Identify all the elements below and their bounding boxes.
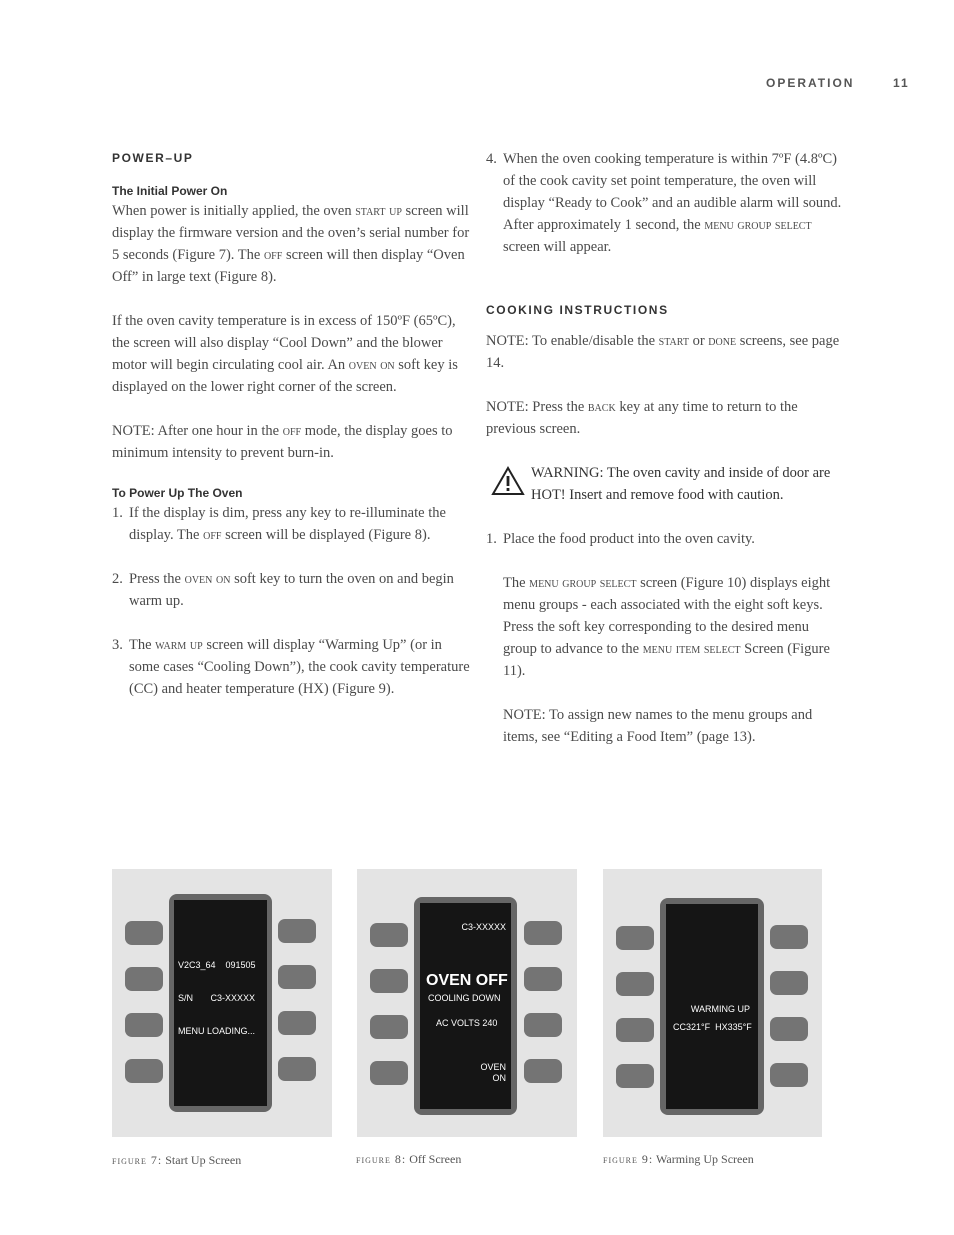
running-header-section: OPERATION — [766, 76, 855, 90]
soft-key — [125, 1013, 163, 1037]
figure-caption: figure 7: Start Up Screen — [112, 1153, 242, 1167]
right-column — [486, 148, 844, 770]
soft-key — [370, 1061, 408, 1085]
screen-serial: C3-XXXXX — [461, 922, 506, 932]
subheading-initial-power-on: The Initial Power On — [112, 184, 228, 198]
screen-loading-line: MENU LOADING... — [178, 1026, 256, 1036]
screen-serial-line: S/N C3-XXXXX — [178, 993, 256, 1003]
display-screen — [174, 900, 267, 1106]
note-back-key: NOTE: Press the back key at any time to return to the previous screen. — [486, 399, 798, 437]
list-item: 4. When the oven cooking temperature is within 7ºF (4.8ºC) of the cook cavity set point temperature, the oven will display “Ready to Cook” and an audible alarm will sound. After approximately 1 second, the menu group select screen will appear. — [486, 151, 842, 255]
screen-temperatures: CC321°F HX335°F — [673, 1022, 752, 1032]
soft-key — [370, 1015, 408, 1039]
list-item: 3. The warm up screen will display “Warming Up” (or in some cases “Cooling Down”), the cook cavity temperature (CC) and heater temperature (HX) (Figure 9). — [112, 637, 470, 697]
section-title-cooking-instructions: COOKING INSTRUCTIONS — [486, 303, 669, 317]
figure-warming-up-screen — [603, 869, 822, 1137]
soft-key — [616, 1064, 654, 1088]
soft-key — [370, 969, 408, 993]
display-screen — [666, 904, 758, 1109]
figure-caption: figure 8: Off Screen — [356, 1152, 462, 1166]
soft-key — [524, 967, 562, 991]
note-start-done: NOTE: To enable/disable the start or done screens, see page 14. — [486, 333, 840, 371]
paragraph-initial-1: When power is initially applied, the oven start up screen will display the firmware version and the oven’s serial number for 5 seconds (Figure 7). The off screen will then display “Oven Off” in large text (Figure 8). — [112, 203, 470, 285]
section-title-power-up: POWER–UP — [112, 151, 194, 165]
list-item: 1. If the display is dim, press any key to re-illuminate the display. The off screen will be displayed (Figure 8). — [112, 505, 446, 543]
warning-icon — [491, 466, 525, 496]
paragraph-initial-note: NOTE: After one hour in the off mode, the display goes to minimum intensity to prevent burn-in. — [112, 423, 453, 461]
soft-key — [125, 967, 163, 991]
figure-caption: figure 9: Warming Up Screen — [603, 1152, 754, 1166]
soft-key — [770, 1063, 808, 1087]
screen-firmware-line: V2C3_64 091505 — [178, 960, 256, 970]
list-item: 2. Press the oven on soft key to turn the oven on and begin warm up. — [112, 571, 454, 609]
list-item: 1. Place the food product into the oven cavity. — [486, 531, 755, 547]
note-editing-names: NOTE: To assign new names to the menu groups and items, see “Editing a Food Item” (page 13). — [503, 707, 813, 745]
soft-key — [770, 925, 808, 949]
soft-key — [616, 972, 654, 996]
soft-key — [524, 1059, 562, 1083]
screen-ac-volts: AC VOLTS 240 — [436, 1018, 498, 1028]
subheading-to-power-up: To Power Up The Oven — [112, 486, 243, 500]
soft-key — [770, 971, 808, 995]
screen-oven-off: OVEN OFF — [426, 972, 508, 989]
soft-key — [524, 1013, 562, 1037]
soft-key — [524, 921, 562, 945]
paragraph-initial-2: If the oven cavity temperature is in excess of 150ºF (65ºC), the screen will also display “Cool Down” and the blower motor will begin circulating cool air. An oven on soft key is displayed on the lower right corner of the screen. — [112, 313, 458, 395]
screen-cooling-down: COOLING DOWN — [428, 993, 501, 1003]
warning-block: WARNING: The oven cavity and inside of door are HOT! Insert and remove food with caution. — [486, 462, 844, 506]
soft-key — [278, 1011, 316, 1035]
soft-key — [770, 1017, 808, 1041]
soft-key — [278, 965, 316, 989]
soft-key — [278, 919, 316, 943]
soft-key — [125, 921, 163, 945]
figure-off-screen — [357, 869, 577, 1137]
oven-on-softkey-label: OVEN ON — [480, 1062, 506, 1083]
soft-key — [125, 1059, 163, 1083]
paragraph-menu-group: The menu group select screen (Figure 10) displays eight menu groups - each associated with the eight soft keys. Press the soft key corresponding to the desired menu group to advance to the menu item select Screen (Figure 11). — [503, 575, 831, 679]
screen-warming-up: WARMING UP — [690, 1004, 750, 1014]
left-column — [112, 150, 472, 722]
soft-key — [616, 1018, 654, 1042]
figure-start-up-screen — [112, 869, 332, 1137]
page-number: 11 — [893, 76, 910, 90]
display-screen — [420, 903, 511, 1109]
soft-key — [370, 923, 408, 947]
soft-key — [278, 1057, 316, 1081]
soft-key — [616, 926, 654, 950]
